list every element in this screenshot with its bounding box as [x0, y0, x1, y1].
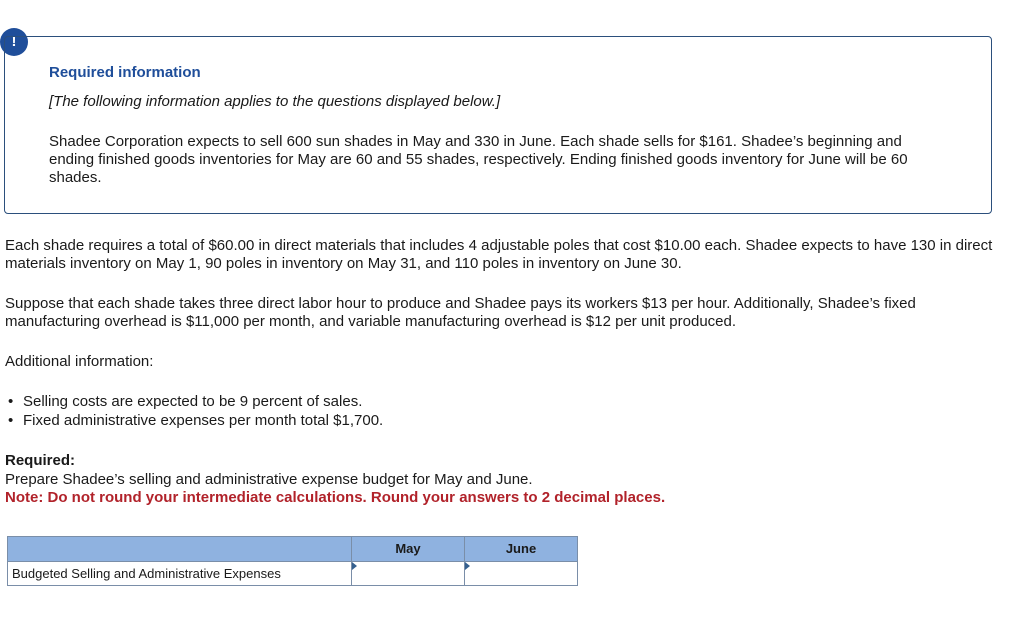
bullet-icon: • — [8, 393, 14, 410]
list-item-text: Fixed administrative expenses per month total $1,700. — [23, 412, 384, 429]
list-item — [8, 393, 383, 412]
info-note: [The following information applies to the questions displayed below.] — [49, 93, 501, 110]
bullet-icon: • — [8, 412, 14, 429]
materials-paragraph: Each shade requires a total of $60.00 in direct materials that includes 4 adjustable poles that cost $10.00 each. Shadee expects to have 130 in direct materials inventory on May 1, 90 poles in inventory on May 31, and 110 poles in inventory on June 30. — [5, 237, 993, 272]
rounding-note: Note: Do not round your intermediate calculations. Round your answers to 2 decimal places. — [5, 489, 666, 506]
list-item-text: Selling costs are expected to be 9 percent of sales. — [23, 393, 363, 410]
june-input-cell[interactable] — [465, 562, 578, 586]
required-label: Required: — [5, 452, 76, 469]
alert-icon: ! — [0, 28, 28, 56]
may-expenses-input[interactable] — [356, 562, 460, 585]
required-instruction: Prepare Shadee’s selling and administrative expense budget for May and June. — [5, 471, 533, 488]
header-may: May — [352, 537, 465, 562]
required-information-panel — [4, 36, 992, 214]
table-header-row — [8, 537, 578, 562]
info-body-text: Shadee Corporation expects to sell 600 sun shades in May and 330 in June. Each shade sells for $161. Shadee’s beginning and ending finished goods inventories for May are 60 and 55 shades, respectively. Ending finished goods inventory for June will be 60 shades. — [49, 133, 908, 186]
header-blank — [8, 537, 352, 562]
table-row — [8, 562, 578, 586]
input-marker-icon — [465, 562, 470, 570]
list-item — [8, 412, 383, 431]
june-expenses-input[interactable] — [469, 562, 573, 585]
budget-table — [7, 536, 578, 586]
may-input-cell[interactable] — [352, 562, 465, 586]
header-june: June — [465, 537, 578, 562]
row-label-budgeted-expenses: Budgeted Selling and Administrative Expenses — [8, 562, 352, 586]
additional-info-label: Additional information: — [5, 353, 154, 370]
labor-paragraph: Suppose that each shade takes three direct labor hour to produce and Shadee pays its workers $13 per hour. Additionally, Shadee’s fixed manufacturing overhead is $11,000 per month, and variable manufacturing overhead is $12 per unit produced. — [5, 295, 916, 330]
required-information-title: Required information — [49, 64, 201, 81]
additional-info-list — [8, 393, 383, 431]
input-marker-icon — [352, 562, 357, 570]
